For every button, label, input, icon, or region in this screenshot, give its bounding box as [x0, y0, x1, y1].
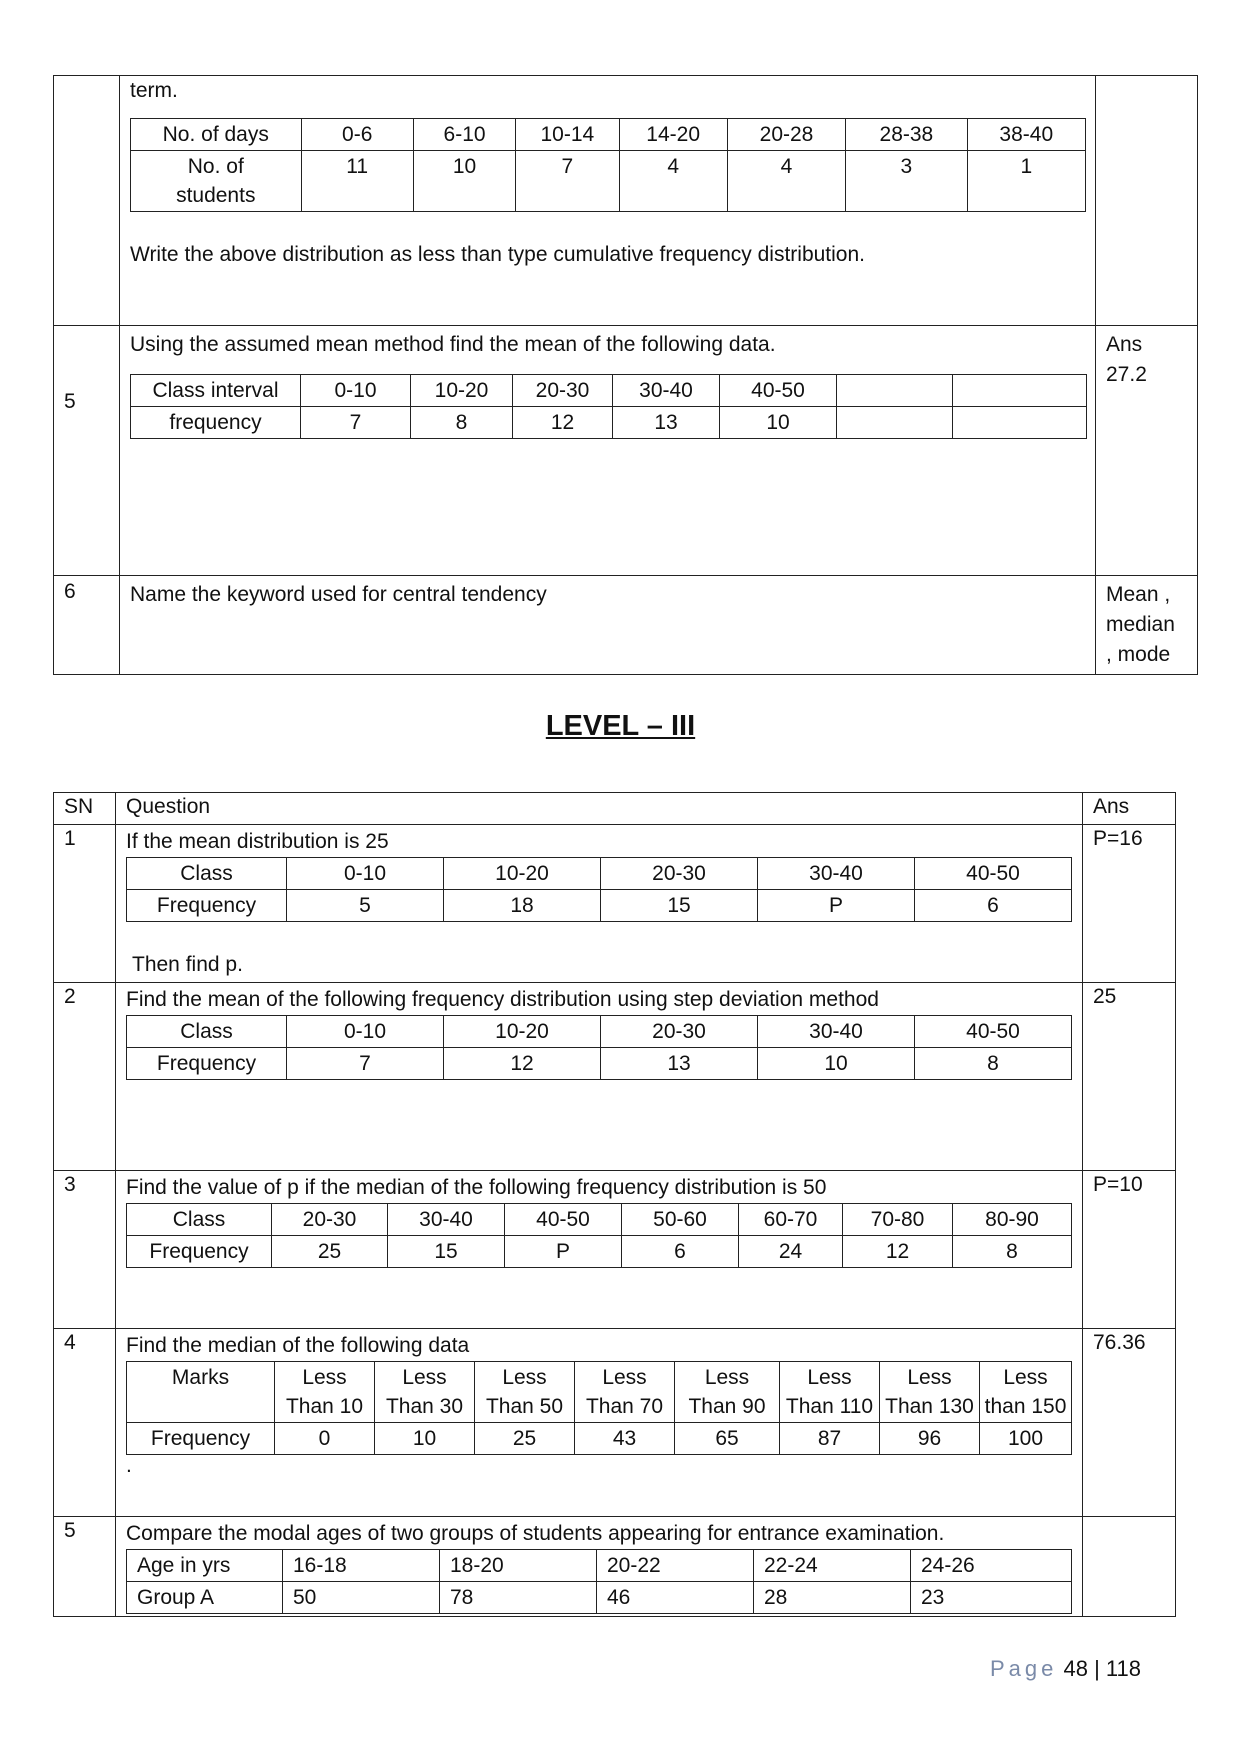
table-row — [54, 576, 1198, 675]
table-cell: frequency — [131, 407, 301, 439]
table-cell: 70-80 — [843, 1204, 953, 1236]
table-cell: Group A — [127, 1582, 283, 1614]
answer-cell — [1096, 576, 1198, 675]
sn-cell — [54, 825, 116, 983]
class-frequency-table — [126, 1015, 1072, 1080]
question-text: Name the keyword used for central tendency — [130, 583, 547, 606]
table-cell: 1 — [967, 151, 1085, 212]
table-cell: 7 — [516, 151, 619, 212]
question-cell — [116, 1329, 1083, 1517]
table-cell: 0-10 — [287, 1016, 444, 1048]
table-cell: 28 — [754, 1582, 911, 1614]
table-row — [54, 1517, 1176, 1617]
answer-text: 27.2 — [1106, 363, 1147, 386]
table-cell: Class interval — [131, 375, 301, 407]
table-cell: Less Than 50 — [475, 1362, 575, 1423]
question-text: Using the assumed mean method find the mean of the following data. — [130, 333, 776, 356]
table-cell: 12 — [843, 1236, 953, 1268]
table-cell: Class — [127, 1204, 272, 1236]
table-cell: 8 — [411, 407, 513, 439]
table-cell: 20-30 — [601, 1016, 758, 1048]
marks-frequency-table — [126, 1361, 1072, 1455]
table-cell: Age in yrs — [127, 1550, 283, 1582]
sn-cell — [54, 1171, 116, 1329]
table-cell: Frequency — [127, 1048, 287, 1080]
question-text: Find the value of p if the median of the following frequency distribution is 50 — [126, 1176, 827, 1199]
table-row — [127, 890, 1072, 922]
table-cell: No. of days — [131, 119, 302, 151]
sn-cell — [54, 76, 120, 326]
table-cell: 28-38 — [846, 119, 967, 151]
table-cell: 6-10 — [413, 119, 515, 151]
table-cell: 0 — [275, 1423, 375, 1455]
class-interval-table — [130, 374, 1087, 439]
table-row — [127, 858, 1072, 890]
table-cell: 15 — [388, 1236, 505, 1268]
table-cell: 20-30 — [513, 375, 613, 407]
table-cell: 20-30 — [272, 1204, 388, 1236]
table-cell: 30-40 — [388, 1204, 505, 1236]
table-cell: 12 — [444, 1048, 601, 1080]
table-cell: 3 — [846, 151, 967, 212]
table-cell: 30-40 — [613, 375, 720, 407]
table-cell: 65 — [675, 1423, 780, 1455]
table-row — [127, 1423, 1072, 1455]
question-text: Then find p. — [132, 953, 243, 976]
table-row — [127, 1204, 1072, 1236]
question-text: . — [126, 1454, 132, 1477]
table-cell: 40-50 — [915, 858, 1072, 890]
table-row — [131, 375, 1087, 407]
sn-number: 5 — [64, 390, 76, 413]
header-ans: Ans — [1083, 793, 1176, 825]
table-cell: 8 — [915, 1048, 1072, 1080]
days-table — [130, 118, 1086, 212]
table-cell: 6 — [915, 890, 1072, 922]
table-cell — [953, 407, 1087, 439]
table-cell: 14-20 — [619, 119, 727, 151]
question-text: term. — [130, 79, 178, 102]
level-title — [0, 710, 1241, 743]
table-cell: 5 — [287, 890, 444, 922]
table-cell — [837, 375, 953, 407]
table-cell: 60-70 — [739, 1204, 843, 1236]
table-cell: 24-26 — [911, 1550, 1072, 1582]
sn-number: 4 — [64, 1331, 76, 1354]
question-cell — [120, 76, 1096, 326]
table-row — [54, 793, 1176, 825]
table-cell: 10-14 — [516, 119, 619, 151]
answer-cell — [1083, 1517, 1176, 1617]
question-text: Compare the modal ages of two groups of students appearing for entrance examination. — [126, 1522, 945, 1545]
page-footer — [990, 1656, 1141, 1682]
table-cell: Less Than 130 — [880, 1362, 980, 1423]
table-cell: 10-20 — [411, 375, 513, 407]
table-cell: Frequency — [127, 1236, 272, 1268]
table-cell: 10 — [758, 1048, 915, 1080]
page-label: Page — [990, 1656, 1058, 1681]
answer-text: Ans — [1106, 333, 1143, 356]
table-row — [127, 1048, 1072, 1080]
table-cell: 6 — [622, 1236, 739, 1268]
table-cell: 16-18 — [283, 1550, 440, 1582]
table-cell: Less Than 70 — [575, 1362, 675, 1423]
class-frequency-table — [126, 1203, 1072, 1268]
table-cell: 87 — [780, 1423, 880, 1455]
table-cell: 4 — [619, 151, 727, 212]
table-cell: P — [758, 890, 915, 922]
sn-number: 1 — [64, 827, 76, 850]
question-text: Find the median of the following data — [126, 1334, 470, 1357]
sn-number: 3 — [64, 1173, 76, 1196]
table-cell: 96 — [880, 1423, 980, 1455]
question-cell — [116, 1171, 1083, 1329]
table-cell: 11 — [301, 151, 413, 212]
table-cell: 20-30 — [601, 858, 758, 890]
table-cell: 50-60 — [622, 1204, 739, 1236]
table-cell: Less Than 10 — [275, 1362, 375, 1423]
table-cell: 8 — [953, 1236, 1072, 1268]
sn-cell — [54, 576, 120, 675]
table-cell: 38-40 — [967, 119, 1085, 151]
table-cell: 10 — [413, 151, 515, 212]
table-row — [54, 1329, 1176, 1517]
table-cell: Frequency — [127, 890, 287, 922]
table-cell: 80-90 — [953, 1204, 1072, 1236]
table-cell: 15 — [601, 890, 758, 922]
sn-cell — [54, 983, 116, 1171]
table-cell: 20-22 — [597, 1550, 754, 1582]
answer-text: median — [1106, 613, 1175, 636]
answer-cell: P=16 — [1083, 825, 1176, 983]
table-row — [131, 151, 1086, 212]
sn-number: 6 — [64, 580, 76, 603]
table-cell: 10-20 — [444, 1016, 601, 1048]
table-cell: 4 — [727, 151, 845, 212]
table-row — [131, 407, 1087, 439]
question-cell — [120, 576, 1096, 675]
answer-cell — [1096, 326, 1198, 576]
question-text: Find the mean of the following frequency distribution using step deviation method — [126, 988, 879, 1011]
answer-text: Mean , — [1106, 583, 1171, 606]
table-cell: Less Than 30 — [375, 1362, 475, 1423]
table-cell: 25 — [475, 1423, 575, 1455]
answer-cell: P=10 — [1083, 1171, 1176, 1329]
table-row — [54, 76, 1198, 326]
table-cell: 23 — [911, 1582, 1072, 1614]
table-cell: 18-20 — [440, 1550, 597, 1582]
table-cell: Class — [127, 1016, 287, 1048]
table-cell: 7 — [301, 407, 411, 439]
header-sn: SN — [54, 793, 116, 825]
table-cell: 22-24 — [754, 1550, 911, 1582]
level3-table — [53, 792, 1176, 1617]
table-row — [127, 1362, 1072, 1423]
table-cell: 0-10 — [287, 858, 444, 890]
table-cell: 0-10 — [301, 375, 411, 407]
table-cell — [953, 375, 1087, 407]
table-row — [54, 326, 1198, 576]
table-row — [54, 1171, 1176, 1329]
page-number: 48 | 118 — [1063, 1656, 1141, 1681]
table-row — [127, 1016, 1072, 1048]
table-cell: 25 — [272, 1236, 388, 1268]
table-cell: 40-50 — [915, 1016, 1072, 1048]
table-cell: 12 — [513, 407, 613, 439]
answer-cell: 76.36 — [1083, 1329, 1176, 1517]
sn-number: 2 — [64, 985, 76, 1008]
question-cell — [116, 1517, 1083, 1617]
table-cell: 50 — [283, 1582, 440, 1614]
sn-cell — [54, 1329, 116, 1517]
top-question-table — [53, 75, 1198, 675]
table-cell — [837, 407, 953, 439]
header-question: Question — [116, 793, 1083, 825]
table-cell: Class — [127, 858, 287, 890]
table-cell: 43 — [575, 1423, 675, 1455]
question-cell — [120, 326, 1096, 576]
question-cell — [116, 825, 1083, 983]
table-cell: Marks — [127, 1362, 275, 1423]
table-cell: 7 — [287, 1048, 444, 1080]
table-cell: 40-50 — [505, 1204, 622, 1236]
sn-cell — [54, 326, 120, 576]
table-cell: 78 — [440, 1582, 597, 1614]
table-cell: P — [505, 1236, 622, 1268]
table-cell: 30-40 — [758, 858, 915, 890]
table-cell: No. of students — [131, 151, 302, 212]
table-row — [54, 983, 1176, 1171]
table-cell: 13 — [613, 407, 720, 439]
age-group-table — [126, 1549, 1072, 1614]
table-cell: 0-6 — [301, 119, 413, 151]
table-cell: 13 — [601, 1048, 758, 1080]
question-text: If the mean distribution is 25 — [126, 830, 389, 853]
table-cell: 10 — [720, 407, 837, 439]
sn-number: 5 — [64, 1519, 76, 1542]
table-cell: 40-50 — [720, 375, 837, 407]
table-row — [127, 1550, 1072, 1582]
table-cell: Less Than 90 — [675, 1362, 780, 1423]
question-cell — [116, 983, 1083, 1171]
question-text: Write the above distribution as less than type cumulative frequency distribution. — [130, 243, 865, 266]
table-cell: 30-40 — [758, 1016, 915, 1048]
table-cell: 46 — [597, 1582, 754, 1614]
table-row — [54, 825, 1176, 983]
table-cell: 24 — [739, 1236, 843, 1268]
table-cell: 18 — [444, 890, 601, 922]
class-frequency-table — [126, 857, 1072, 922]
answer-cell: 25 — [1083, 983, 1176, 1171]
level-title-text: LEVEL – III — [545, 710, 696, 742]
table-cell: 10 — [375, 1423, 475, 1455]
table-row — [131, 119, 1086, 151]
table-row — [127, 1582, 1072, 1614]
answer-text: , mode — [1106, 643, 1171, 666]
table-cell: Frequency — [127, 1423, 275, 1455]
answer-cell — [1096, 76, 1198, 326]
table-cell: 10-20 — [444, 858, 601, 890]
table-cell: 100 — [980, 1423, 1072, 1455]
sn-cell — [54, 1517, 116, 1617]
table-cell: Less Than 110 — [780, 1362, 880, 1423]
table-cell: 20-28 — [727, 119, 845, 151]
table-cell: Less than 150 — [980, 1362, 1072, 1423]
table-row — [127, 1236, 1072, 1268]
